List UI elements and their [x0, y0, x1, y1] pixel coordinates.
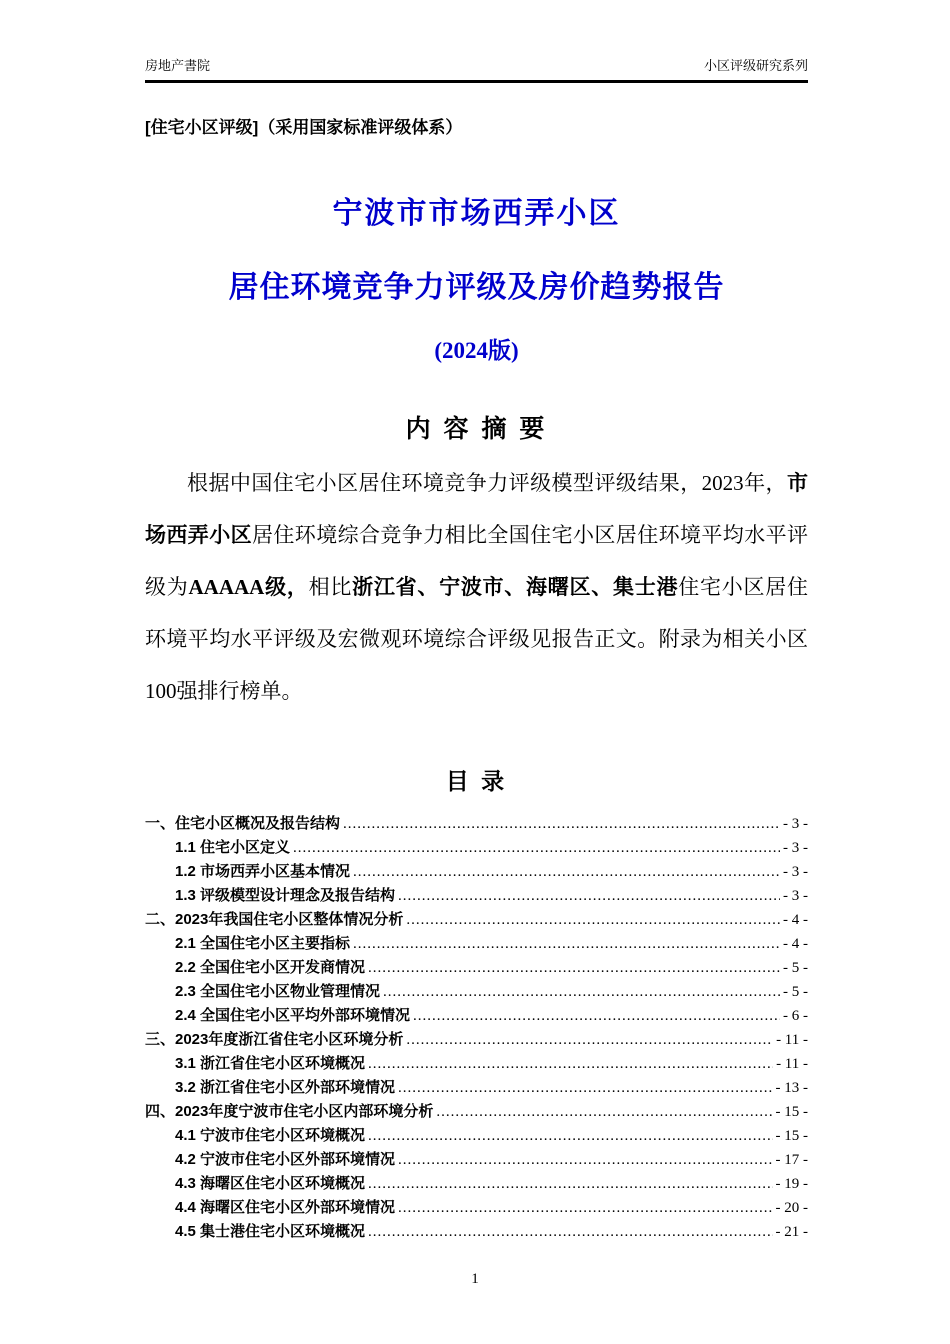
toc-entry[interactable]: [145, 1100, 808, 1124]
summary-segment-bold: AAAAA级，: [188, 575, 309, 599]
toc-entry-page: - 11 -: [776, 1056, 808, 1072]
toc-dot-leader: [343, 812, 780, 836]
toc-entry-page: - 11 -: [776, 1032, 808, 1048]
summary-segment: 居住环境综合竞争力相比全国住宅小区居住环境平均水平评级为: [145, 523, 808, 599]
toc-entry[interactable]: [145, 1028, 808, 1052]
toc-entry[interactable]: [145, 1004, 808, 1028]
toc-entry-page: - 5 -: [783, 960, 808, 976]
toc-dot-leader: [353, 932, 780, 956]
page-header: [145, 55, 808, 83]
toc-entry[interactable]: [145, 980, 808, 1004]
toc-entry[interactable]: [145, 1076, 808, 1100]
toc-entry-page: - 3 -: [783, 864, 808, 880]
toc-entry-page: - 3 -: [783, 888, 808, 904]
summary-heading: 内 容 摘 要: [405, 415, 548, 443]
toc-entry[interactable]: [145, 1052, 808, 1076]
toc-entry-label: 一、住宅小区概况及报告结构: [145, 815, 341, 832]
toc-entry-label: 1.1 住宅小区定义: [175, 839, 291, 856]
toc-entry-page: - 4 -: [783, 912, 808, 928]
toc-entry-page: - 4 -: [783, 936, 808, 952]
table-of-contents: [145, 812, 808, 1244]
report-edition: (2024版): [434, 338, 519, 363]
toc-entry-label: 1.2 市场西弄小区基本情况: [175, 863, 351, 880]
toc-dot-leader: [398, 1076, 772, 1100]
toc-entry-page: - 5 -: [783, 984, 808, 1000]
toc-entry-page: - 13 -: [775, 1080, 808, 1096]
toc-entry-label: 4.2 宁波市住宅小区外部环境情况: [175, 1151, 396, 1168]
toc-entry-label: 3.1 浙江省住宅小区环境概况: [175, 1055, 366, 1072]
toc-entry-page: - 3 -: [783, 840, 808, 856]
toc-entry-label: 2.2 全国住宅小区开发商情况: [175, 959, 366, 976]
toc-entry[interactable]: [145, 932, 808, 956]
toc-dot-leader: [353, 860, 780, 884]
toc-entry[interactable]: [145, 884, 808, 908]
toc-entry-label: 2.1 全国住宅小区主要指标: [175, 935, 351, 952]
summary-segment: 相比: [308, 575, 353, 599]
toc-heading: 目 录: [445, 768, 508, 794]
summary-segment: 根据中国住宅小区居住环境竞争力评级模型评级结果，2023年，: [187, 471, 787, 495]
summary-segment: 住宅小区居住环境平均水平评级及宏微观环境综合评级见报告正文。附录为相关小区100强排行榜单。: [145, 575, 809, 703]
toc-entry-page: - 19 -: [775, 1176, 808, 1192]
toc-entry[interactable]: [145, 1220, 808, 1244]
toc-dot-leader: [368, 1052, 773, 1076]
toc-dot-leader: [398, 1148, 772, 1172]
toc-entry-page: - 15 -: [775, 1104, 808, 1120]
toc-entry[interactable]: [145, 1172, 808, 1196]
toc-entry-label: 1.3 评级模型设计理念及报告结构: [175, 887, 396, 904]
toc-dot-leader: [406, 1028, 773, 1052]
toc-dot-leader: [368, 1220, 772, 1244]
toc-entry-label: 4.1 宁波市住宅小区环境概况: [175, 1127, 366, 1144]
toc-entry-label: 4.4 海曙区住宅小区外部环境情况: [175, 1199, 396, 1216]
toc-entry[interactable]: [145, 836, 808, 860]
toc-entry[interactable]: [145, 1124, 808, 1148]
toc-entry-page: - 20 -: [775, 1200, 808, 1216]
toc-dot-leader: [368, 1124, 772, 1148]
report-title-line1: 宁波市市场西弄小区: [332, 197, 621, 230]
report-title-line2: 居住环境竞争力评级及房价趋势报告: [228, 271, 725, 304]
summary-segment-bold: 浙江省、宁波市、海曙区、集士港: [352, 575, 679, 599]
toc-entry-label: 三、2023年度浙江省住宅小区环境分析: [145, 1031, 404, 1048]
toc-entry[interactable]: [145, 1196, 808, 1220]
toc-entry-label: 3.2 浙江省住宅小区外部环境情况: [175, 1079, 396, 1096]
toc-dot-leader: [413, 1004, 780, 1028]
toc-entry-label: 二、2023年我国住宅小区整体情况分析: [145, 911, 404, 928]
report-type-tag: [住宅小区评级]（采用国家标准评级体系）: [145, 118, 463, 137]
toc-entry-label: 2.3 全国住宅小区物业管理情况: [175, 983, 381, 1000]
summary-segment-bold: 市场西弄小区: [145, 471, 808, 547]
page-number-footer: 1: [471, 1271, 479, 1287]
toc-entry-label: 4.3 海曙区住宅小区环境概况: [175, 1175, 366, 1192]
toc-dot-leader: [368, 956, 780, 980]
toc-dot-leader: [293, 836, 780, 860]
toc-dot-leader: [398, 1196, 772, 1220]
toc-entry-label: 2.4 全国住宅小区平均外部环境情况: [175, 1007, 411, 1024]
toc-entry[interactable]: [145, 1148, 808, 1172]
header-right-text: 小区评级研究系列: [703, 58, 808, 73]
toc-dot-leader: [383, 980, 780, 1004]
toc-entry-page: - 6 -: [783, 1008, 808, 1024]
toc-entry[interactable]: [145, 812, 808, 836]
toc-entry[interactable]: [145, 860, 808, 884]
summary-paragraph: [145, 457, 808, 717]
toc-dot-leader: [398, 884, 780, 908]
header-left-text: 房地产書院: [145, 58, 211, 73]
toc-dot-leader: [406, 908, 780, 932]
toc-entry-label: 4.5 集士港住宅小区环境概况: [175, 1223, 366, 1240]
toc-dot-leader: [436, 1100, 772, 1124]
toc-entry[interactable]: [145, 956, 808, 980]
toc-entry[interactable]: [145, 908, 808, 932]
toc-entry-page: - 21 -: [775, 1224, 808, 1240]
toc-entry-page: - 3 -: [783, 816, 808, 832]
toc-entry-page: - 17 -: [775, 1152, 808, 1168]
toc-entry-label: 四、2023年度宁波市住宅小区内部环境分析: [145, 1103, 434, 1120]
toc-entry-page: - 15 -: [775, 1128, 808, 1144]
toc-dot-leader: [368, 1172, 772, 1196]
